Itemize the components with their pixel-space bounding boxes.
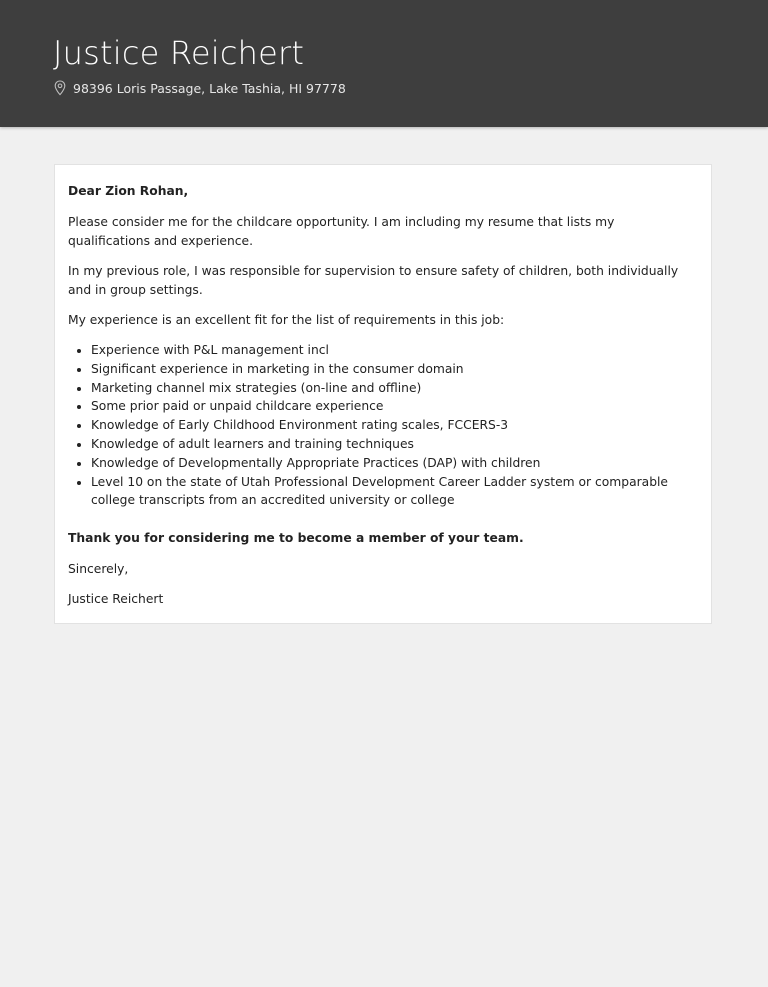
address-text: 98396 Loris Passage, Lake Tashia, HI 97778 xyxy=(73,80,346,96)
letter-paragraph-previous-role: In my previous role, I was responsible for supervision to ensure safety of children, both individually and in group settings. xyxy=(68,264,679,297)
list-item: • Knowledge of Early Childhood Environment rating scales, FCCERS-3 xyxy=(91,416,698,435)
applicant-name: Justice Reichert xyxy=(53,34,305,72)
applicant-address xyxy=(54,78,346,98)
list-item: • Marketing channel mix strategies (on-line and offline) xyxy=(91,379,698,398)
letter-signoff: Sincerely, xyxy=(68,562,129,577)
cover-letter-card xyxy=(54,164,712,624)
map-pin-icon xyxy=(54,80,66,96)
requirements-list xyxy=(68,341,698,510)
letter-paragraph-intro: Please consider me for the childcare opportunity. I am including my resume that lists my qualifications and experience. xyxy=(68,215,615,248)
letter-signature: Justice Reichert xyxy=(68,592,164,607)
list-item: • Level 10 on the state of Utah Professional Development Career Ladder system or comparable college transcripts from an accredited university or college xyxy=(91,473,698,511)
letter-greeting: Dear Zion Rohan, xyxy=(68,184,189,198)
page-header xyxy=(0,0,768,127)
list-item: • Significant experience in marketing in the consumer domain xyxy=(91,360,698,379)
list-item: • Knowledge of Developmentally Appropriate Practices (DAP) with children xyxy=(91,454,698,473)
list-item: • Knowledge of adult learners and training techniques xyxy=(91,435,698,454)
list-item: • Experience with P&L management incl xyxy=(91,341,698,360)
letter-paragraph-requirements-intro: My experience is an excellent fit for the list of requirements in this job: xyxy=(68,313,505,327)
list-item: • Some prior paid or unpaid childcare experience xyxy=(91,397,698,416)
letter-closing: Thank you for considering me to become a member of your team. xyxy=(68,531,524,546)
